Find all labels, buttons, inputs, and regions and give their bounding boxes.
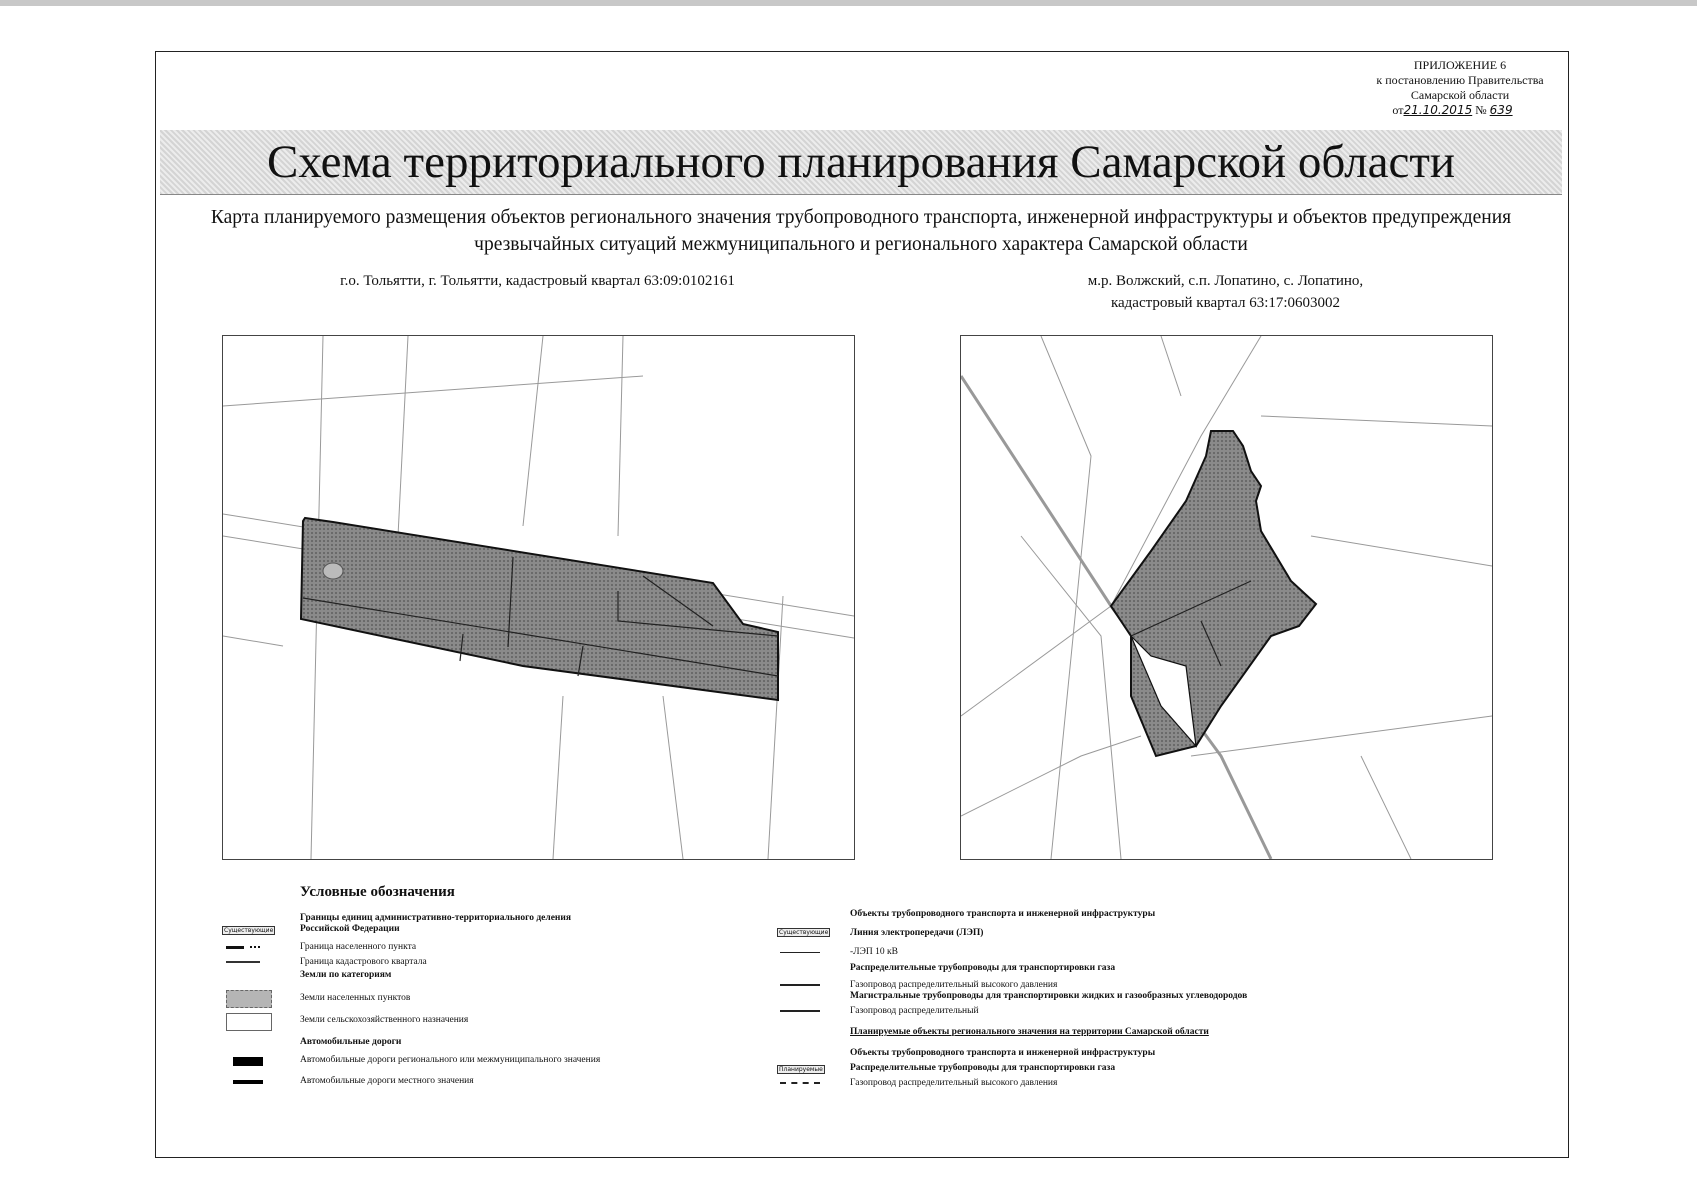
annex-date: 21.10.2015: [1403, 103, 1473, 117]
legend-heading: Условные обозначения: [300, 884, 455, 900]
legend-power-10kv: -ЛЭП 10 кВ: [850, 947, 898, 957]
viewer-top-bar: [0, 0, 1697, 6]
annex-line: Самарской области: [1410, 88, 1510, 102]
annex-number: 639: [1489, 103, 1513, 117]
legend-planned-gas-high: Газопровод распределительный высокого давления: [850, 1078, 1058, 1088]
legend-power-line: Линия электропередачи (ЛЭП): [850, 928, 984, 938]
page-title: Схема территориального планирования Самарской области: [266, 136, 1456, 188]
legend-gas-dist: Газопровод распределительный: [850, 1006, 979, 1016]
pond: [323, 563, 343, 579]
power-line-symbol: [780, 952, 820, 953]
legend-planned-header: Планируемые объекты регионального значения на территории Самарской области: [850, 1027, 1209, 1037]
legend-pipe-header: Объекты трубопроводного транспорта и инженерной инфраструктуры: [850, 909, 1156, 919]
regional-road-symbol: [233, 1057, 263, 1066]
legend-settlement-land: Земли населенных пунктов: [300, 993, 411, 1003]
page-subtitle: Карта планируемого размещения объектов регионального значения трубопроводного транспорта, инженерной инфраструктуры и объектов предупреждения чрезвычайных ситуаций межмуниципального и регионального характера Самарской области: [210, 207, 1512, 255]
local-road-symbol: [233, 1080, 263, 1084]
annex-title: ПРИЛОЖЕНИЕ 6: [1413, 58, 1507, 72]
legend-planned-gas-header: Распределительные трубопроводы для транспортировки газа: [850, 1063, 1116, 1073]
legend-agri-land: Земли сельскохозяйственного назначения: [300, 1015, 469, 1025]
agri-land-symbol: [226, 1013, 272, 1031]
legend-planned-pipe-header: Объекты трубопроводного транспорта и инженерной инфраструктуры: [850, 1048, 1156, 1058]
legend-admin-header: Границы единиц административно-территориального деления Российской Федерации: [300, 913, 571, 934]
right-map: [960, 335, 1493, 860]
existing-tag: Существующие: [779, 929, 829, 936]
legend-local-roads: Автомобильные дороги местного значения: [300, 1076, 474, 1086]
title-band: [160, 130, 1562, 195]
right-map-caption-2: кадастровый квартал 63:17:0603002: [1110, 295, 1341, 311]
annex-stamp: [1350, 58, 1570, 118]
left-map: [222, 335, 855, 860]
cadastral-border-symbol: [226, 961, 260, 963]
legend-gas-high: Газопровод распределительный высокого давления: [850, 980, 1058, 990]
gas-dist-symbol: [780, 1010, 820, 1012]
legend-regional-roads: Автомобильные дороги регионального или межмуниципального значения: [300, 1055, 601, 1065]
right-map-caption-1: м.р. Волжский, с.п. Лопатино, с. Лопатино,: [1087, 273, 1364, 289]
legend-cadastral-border: Граница кадастрового квартала: [300, 957, 427, 967]
planned-tag: Планируемые: [779, 1066, 823, 1073]
planned-gas-symbol: [780, 1082, 820, 1084]
legend-gas-dist-header: Распределительные трубопроводы для транспортировки газа: [850, 963, 1116, 973]
legend-settlement-border: Граница населенного пункта: [300, 942, 417, 952]
annex-line: к постановлению Правительства: [1376, 73, 1544, 87]
settlement-border-symbol: [226, 946, 244, 949]
left-map-caption: г.о. Тольятти, г. Тольятти, кадастровый квартал 63:09:0102161: [340, 273, 735, 289]
annex-date-line: от21.10.2015 № 639: [1392, 103, 1513, 117]
legend-trunk-header: Магистральные трубопроводы для транспортировки жидких и газообразных углеводородов: [850, 991, 1248, 1001]
gas-high-symbol: [780, 984, 820, 986]
legend-land-header: Земли по категориям: [300, 970, 392, 980]
settlement-border-dots: [250, 946, 260, 948]
legend-roads-header: Автомобильные дороги: [300, 1037, 402, 1047]
settlement-land-symbol: [226, 990, 272, 1008]
settlement-land-area: [1111, 431, 1316, 756]
existing-tag: Существующие: [224, 927, 274, 934]
